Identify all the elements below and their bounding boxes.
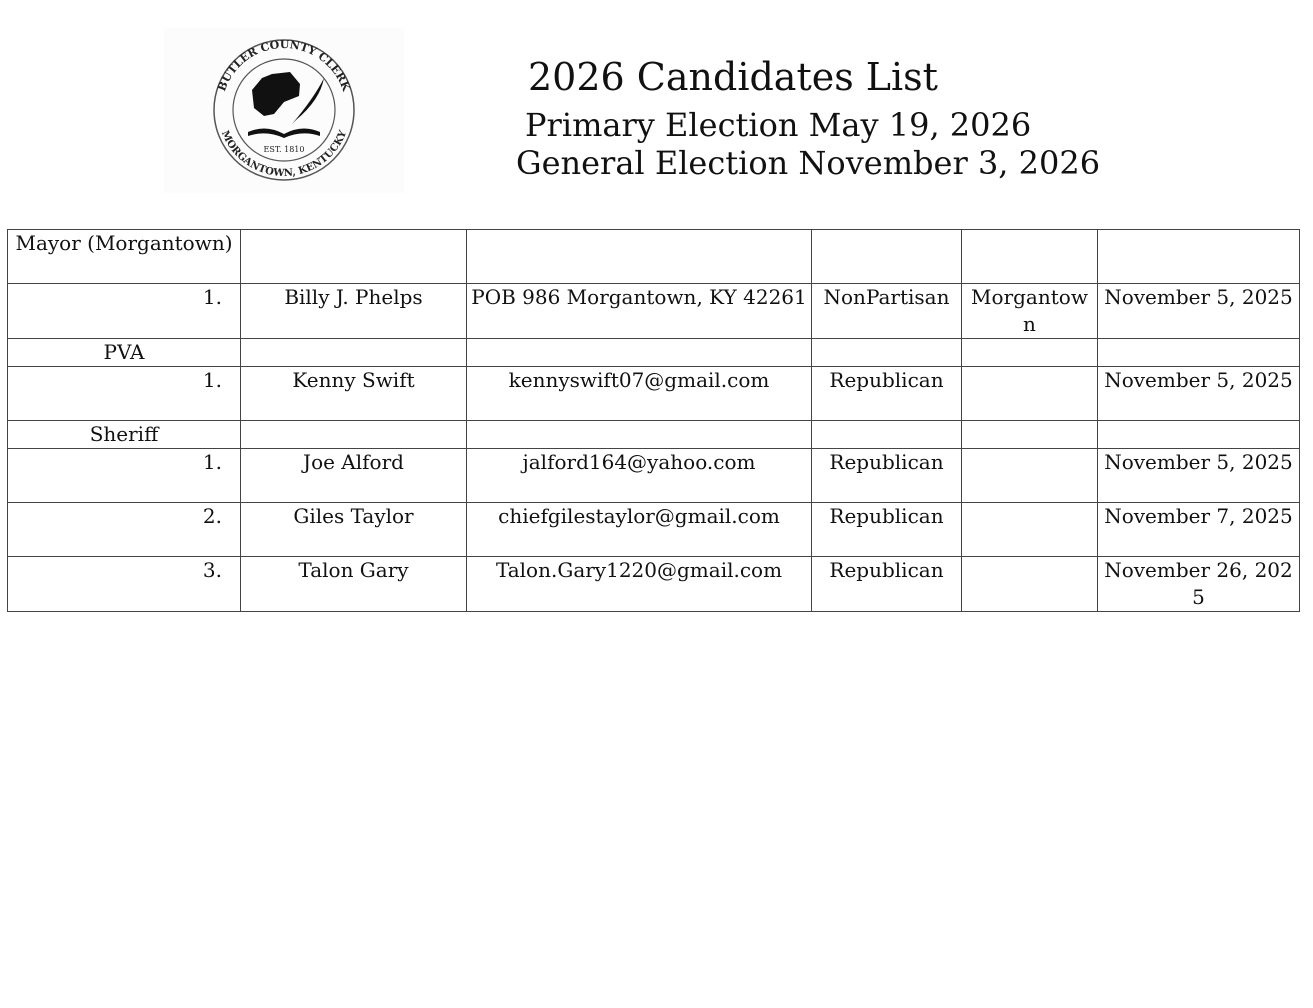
empty-cell (962, 339, 1098, 367)
primary-election-date: Primary Election May 19, 2026 (525, 106, 1032, 144)
candidate-number: 2. (8, 503, 241, 557)
candidate-number: 1. (8, 284, 241, 339)
candidate-district (962, 557, 1098, 612)
page-title: 2026 Candidates List (528, 55, 938, 99)
candidate-district (962, 503, 1098, 557)
office-row (8, 339, 1300, 367)
candidate-number: 1. (8, 367, 241, 421)
candidate-row (8, 449, 1300, 503)
empty-cell (241, 339, 467, 367)
empty-cell (812, 339, 962, 367)
candidate-number: 3. (8, 557, 241, 612)
candidate-name: Giles Taylor (241, 503, 467, 557)
candidate-party: Republican (812, 503, 962, 557)
office-row (8, 421, 1300, 449)
empty-cell (812, 421, 962, 449)
office-name: Sheriff (8, 421, 241, 449)
candidate-filing-date: November 26, 2025 (1098, 557, 1300, 612)
empty-cell (1098, 230, 1300, 284)
candidate-contact: chiefgilestaylor@gmail.com (467, 503, 812, 557)
general-election-date: General Election November 3, 2026 (516, 144, 1101, 182)
candidate-row (8, 503, 1300, 557)
office-name: PVA (8, 339, 241, 367)
candidate-district (962, 367, 1098, 421)
empty-cell (962, 421, 1098, 449)
candidate-party: Republican (812, 367, 962, 421)
svg-text:EST. 1810: EST. 1810 (263, 145, 305, 154)
candidate-contact: POB 986 Morgantown, KY 42261 (467, 284, 812, 339)
empty-cell (467, 421, 812, 449)
candidate-contact: Talon.Gary1220@gmail.com (467, 557, 812, 612)
empty-cell (467, 230, 812, 284)
candidate-district: Morgantown (962, 284, 1098, 339)
candidate-party: Republican (812, 557, 962, 612)
candidate-name: Kenny Swift (241, 367, 467, 421)
county-clerk-seal-logo (164, 28, 404, 193)
candidate-contact: jalford164@yahoo.com (467, 449, 812, 503)
empty-cell (1098, 339, 1300, 367)
candidate-row (8, 557, 1300, 612)
empty-cell (241, 230, 467, 284)
candidate-contact: kennyswift07@gmail.com (467, 367, 812, 421)
candidate-name: Billy J. Phelps (241, 284, 467, 339)
candidate-name: Joe Alford (241, 449, 467, 503)
candidates-table (7, 229, 1300, 612)
empty-cell (962, 230, 1098, 284)
candidate-number: 1. (8, 449, 241, 503)
empty-cell (241, 421, 467, 449)
candidate-district (962, 449, 1098, 503)
candidate-party: Republican (812, 449, 962, 503)
candidate-filing-date: November 7, 2025 (1098, 503, 1300, 557)
candidate-row (8, 367, 1300, 421)
candidate-row (8, 284, 1300, 339)
empty-cell (467, 339, 812, 367)
candidate-filing-date: November 5, 2025 (1098, 367, 1300, 421)
svg-text:BUTLER COUNTY CLERK: BUTLER COUNTY CLERK (215, 37, 353, 93)
empty-cell (1098, 421, 1300, 449)
candidate-name: Talon Gary (241, 557, 467, 612)
candidate-party: NonPartisan (812, 284, 962, 339)
candidate-filing-date: November 5, 2025 (1098, 284, 1300, 339)
office-row (8, 230, 1300, 284)
svg-text:MORGANTOWN, KENTUCKY: MORGANTOWN, KENTUCKY (218, 129, 349, 180)
office-name: Mayor (Morgantown) (8, 230, 241, 284)
candidate-filing-date: November 5, 2025 (1098, 449, 1300, 503)
empty-cell (812, 230, 962, 284)
